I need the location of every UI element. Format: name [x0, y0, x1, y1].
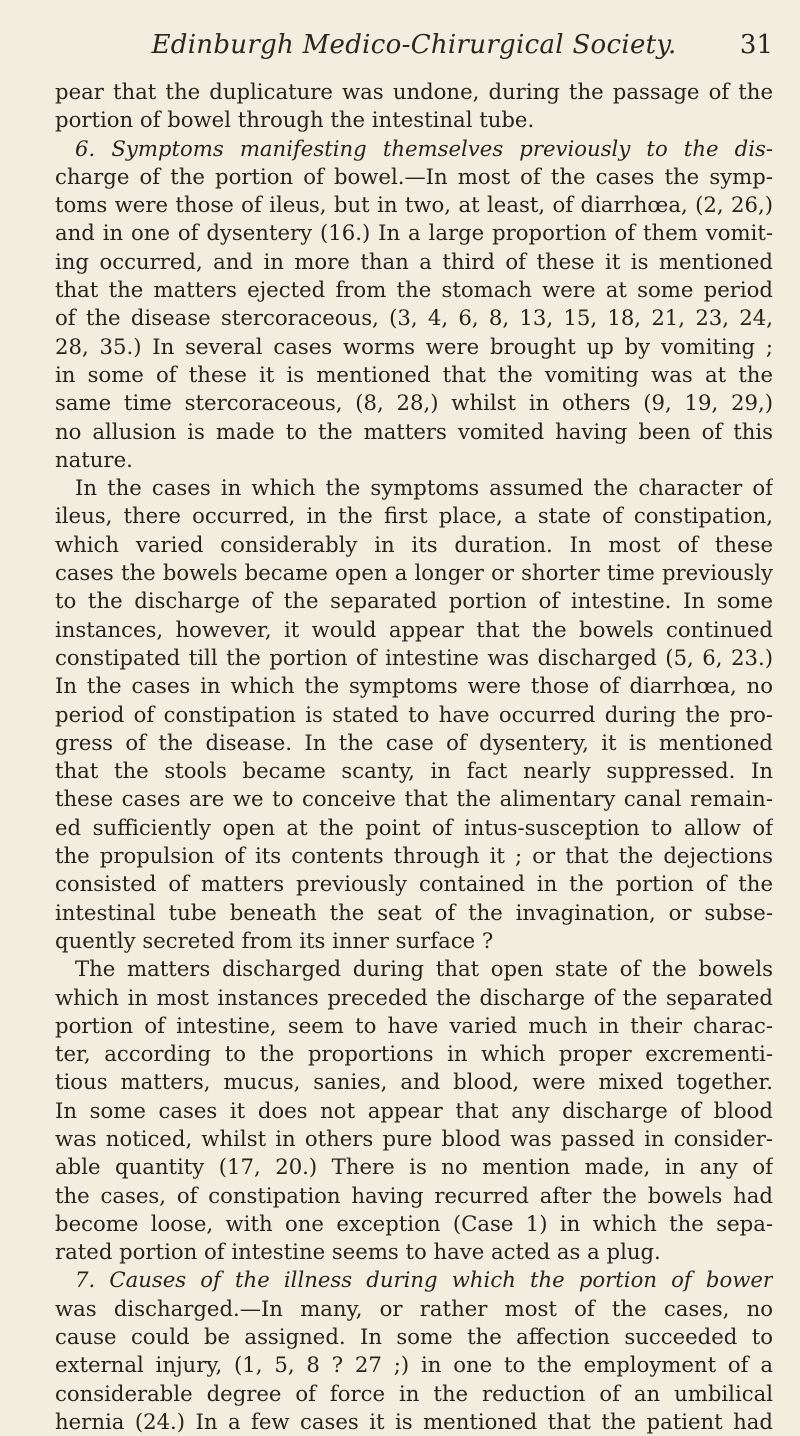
page-number: 31 [739, 30, 773, 60]
text-line: gress of the disease. In the case of dysentery, it is mentioned [55, 729, 773, 755]
text-line: constipated till the portion of intestine was discharged (5, 6, 23.) [55, 644, 773, 670]
text-line: same time stercoraceous, (8, 28,) whilst in others (9, 19, 29,) [55, 390, 773, 416]
text-line: which in most instances preceded the discharge of the separated [55, 984, 773, 1010]
text-line: and in one of dysentery (16.) In a large proportion of them vomit- [55, 220, 773, 246]
text-line: able quantity (17, 20.) There is no mention made, in any of [55, 1154, 773, 1180]
text-line: to the discharge of the separated portion of intestine. In some [55, 588, 773, 614]
text-line: was discharged.—In many, or rather most of the cases, no [55, 1295, 773, 1321]
text-line: tious matters, mucus, sanies, and blood, were mixed together. [55, 1069, 773, 1095]
text-line: period of constipation is stated to have occurred during the pro- [55, 701, 773, 727]
text-line: that the matters ejected from the stomach were at some period [55, 277, 773, 303]
text-line: rated portion of intestine seems to have acted as a plug. [55, 1239, 661, 1265]
text-line: quently secreted from its inner surface ? [55, 927, 494, 953]
text-line: charge of the portion of bowel.—In most of the cases the symp- [55, 163, 773, 189]
section-heading-line: 7. Causes of the illness during which the portion of bower [75, 1267, 773, 1293]
body-text [55, 78, 773, 1436]
text-line: ileus, there occurred, in the first place, a state of constipation, [55, 503, 773, 529]
text-line: In some cases it does not appear that any discharge of blood [55, 1097, 773, 1123]
text-line: considerable degree of force in the reduction of an umbilical [55, 1380, 773, 1406]
text-line: cases the bowels became open a longer or shorter time previously [55, 560, 773, 586]
text-line: become loose, with one exception (Case 1) in which the sepa- [55, 1210, 773, 1236]
text-line: intestinal tube beneath the seat of the invagination, or subse- [55, 899, 773, 925]
text-line: which varied considerably in its duration. In most of these [55, 531, 773, 557]
text-line: these cases are we to conceive that the alimentary canal remain- [55, 786, 773, 812]
text-line: that the stools became scanty, in fact nearly suppressed. In [55, 758, 773, 784]
text-line: consisted of matters previously contained in the portion of the [55, 871, 773, 897]
text-line: portion of bowel through the intestinal tube. [55, 107, 535, 133]
text-line: ed sufficiently open at the point of intus-susception to allow of [55, 814, 773, 840]
text-line: ter, according to the proportions in which proper excrementi- [55, 1041, 773, 1067]
text-line: the cases, of constipation having recurred after the bowels had [55, 1182, 773, 1208]
text-line: external injury, (1, 5, 8 ? 27 ;) in one to the employment of a [55, 1352, 773, 1378]
text-line: portion of intestine, seem to have varied much in their charac- [55, 1012, 773, 1038]
text-line: cause could be assigned. In some the affection succeeded to [55, 1324, 773, 1350]
text-line: was noticed, whilst in others pure blood was passed in consider- [55, 1125, 773, 1151]
text-line: pear that the duplicature was undone, during the passage of the [55, 79, 773, 104]
text-line: no allusion is made to the matters vomited having been of this [55, 418, 773, 444]
running-title: Edinburgh Medico-Chirurgical Society. [151, 30, 677, 60]
text-line: in some of these it is mentioned that the vomiting was at the [55, 361, 773, 387]
text-line: nature. [55, 446, 133, 472]
text-line: ing occurred, and in more than a third of these it is mentioned [55, 248, 773, 274]
running-head [55, 18, 773, 64]
text-line: hernia (24.) In a few cases it is mentioned that the patient had [55, 1408, 773, 1434]
text-line: toms were those of ileus, but in two, at least, of diarrhœa, (2, 26,) [55, 192, 773, 218]
text-line: instances, however, it would appear that the bowels continued [55, 616, 773, 642]
text-line: of the disease stercoraceous, (3, 4, 6, 8, 13, 15, 18, 21, 23, 24, [55, 305, 773, 331]
text-line: the propulsion of its contents through it ; or that the dejections [55, 843, 773, 869]
text-line: In the cases in which the symptoms were those of diarrhœa, no [55, 673, 773, 699]
text-line: 28, 35.) In several cases worms were brought up by vomiting ; [55, 333, 773, 359]
text-line: In the cases in which the symptoms assumed the character of [75, 475, 773, 501]
text-line: The matters discharged during that open state of the bowels [75, 956, 773, 982]
section-heading-line: 6. Symptoms manifesting themselves previously to the dis- [75, 135, 773, 161]
